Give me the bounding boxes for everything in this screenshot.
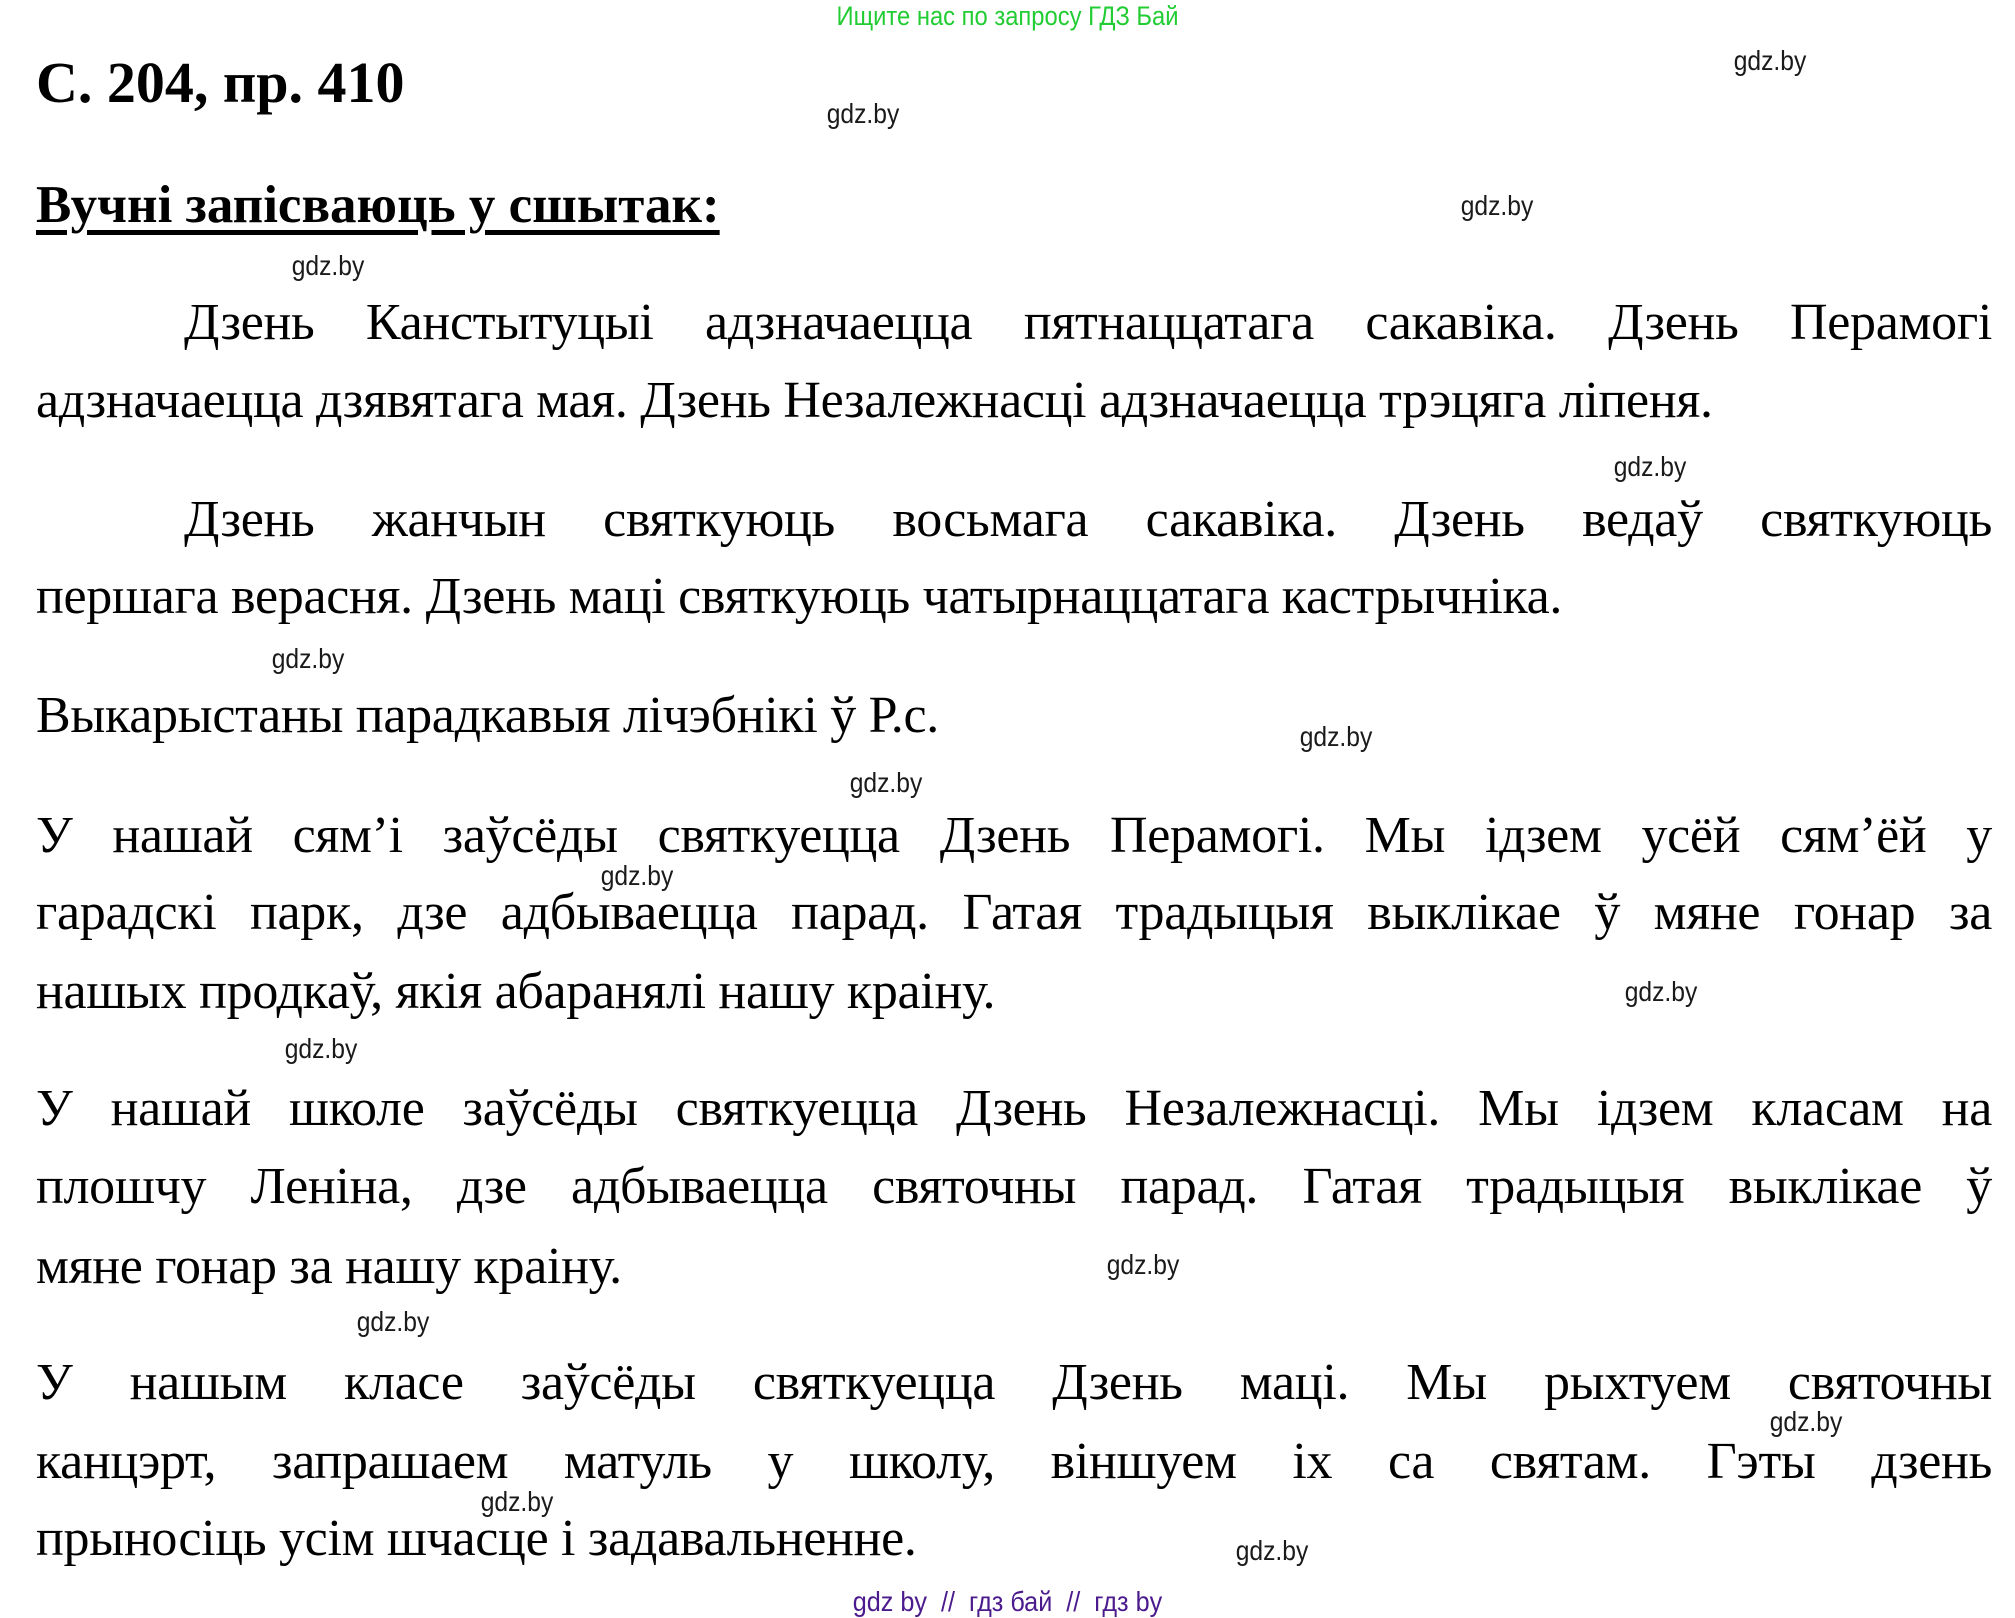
watermark: gdz.by: [1460, 190, 1534, 221]
text-line: гарадскі парк, дзе адбываецца парад. Гатая традыцыя выклікае ў мяне гонар за: [36, 884, 1992, 941]
watermark: gdz.by: [480, 1486, 554, 1517]
watermark: gdz.by: [1235, 1535, 1309, 1566]
text-line: канцэрт, запрашаем матуль у школу, віншуем іх са святам. Гэты дзень: [36, 1433, 1992, 1490]
watermark: gdz.by: [291, 250, 365, 281]
watermark: gdz.by: [356, 1306, 430, 1337]
text-line: нашых продкаў, якія абаранялі нашу краіну.: [36, 963, 996, 1020]
text-line: Дзень жанчын святкуюць восьмага сакавіка. Дзень ведаў святкуюць: [184, 491, 1992, 548]
text-line: У нашай сям’і заўсёды святкуецца Дзень Перамогі. Мы ідзем усёй сям’ёй у: [36, 807, 1992, 864]
watermark: gdz.by: [271, 643, 345, 674]
footer-links: gdz by // гдз бай // гдз by: [852, 1586, 1163, 1617]
search-hint-banner: Ищите нас по запросу ГДЗ Бай: [836, 1, 1179, 31]
text-line: мяне гонар за нашу краіну.: [36, 1238, 622, 1295]
watermark: gdz.by: [284, 1033, 358, 1064]
watermark: gdz.by: [1733, 45, 1807, 76]
watermark: gdz.by: [826, 98, 900, 129]
watermark: gdz.by: [1624, 976, 1698, 1007]
watermark: gdz.by: [1769, 1406, 1843, 1437]
text-line: У нашай школе заўсёды святкуецца Дзень Незалежнасці. Мы ідзем класам на: [36, 1080, 1992, 1137]
text-line: У нашым класе заўсёды святкуецца Дзень маці. Мы рыхтуем святочны: [36, 1354, 1992, 1411]
watermark: gdz.by: [1613, 451, 1687, 482]
text-line: першага верасня. Дзень маці святкуюць чатырнаццатага кастрычніка.: [36, 568, 1563, 625]
watermark: gdz.by: [1106, 1249, 1180, 1280]
watermark: gdz.by: [600, 860, 674, 891]
section-heading: Вучні запісваюць у сшытак:: [36, 176, 720, 234]
text-line: адзначаецца дзявятага мая. Дзень Незалежнасці адзначаецца трэцяга ліпеня.: [36, 372, 1713, 429]
page-title: С. 204, пр. 410: [36, 50, 405, 115]
text-line: Дзень Канстытуцыі адзначаецца пятнаццатага сакавіка. Дзень Перамогі: [184, 294, 1992, 351]
watermark: gdz.by: [849, 767, 923, 798]
watermark: gdz.by: [1299, 721, 1373, 752]
text-line: Выкарыстаны парадкавыя лічэбнікі ў Р.с.: [36, 687, 939, 744]
text-line: прыносіць усім шчасце і задавальненне.: [36, 1510, 917, 1567]
text-line: плошчу Леніна, дзе адбываецца святочны парад. Гатая традыцыя выклікае ў: [36, 1158, 1992, 1215]
